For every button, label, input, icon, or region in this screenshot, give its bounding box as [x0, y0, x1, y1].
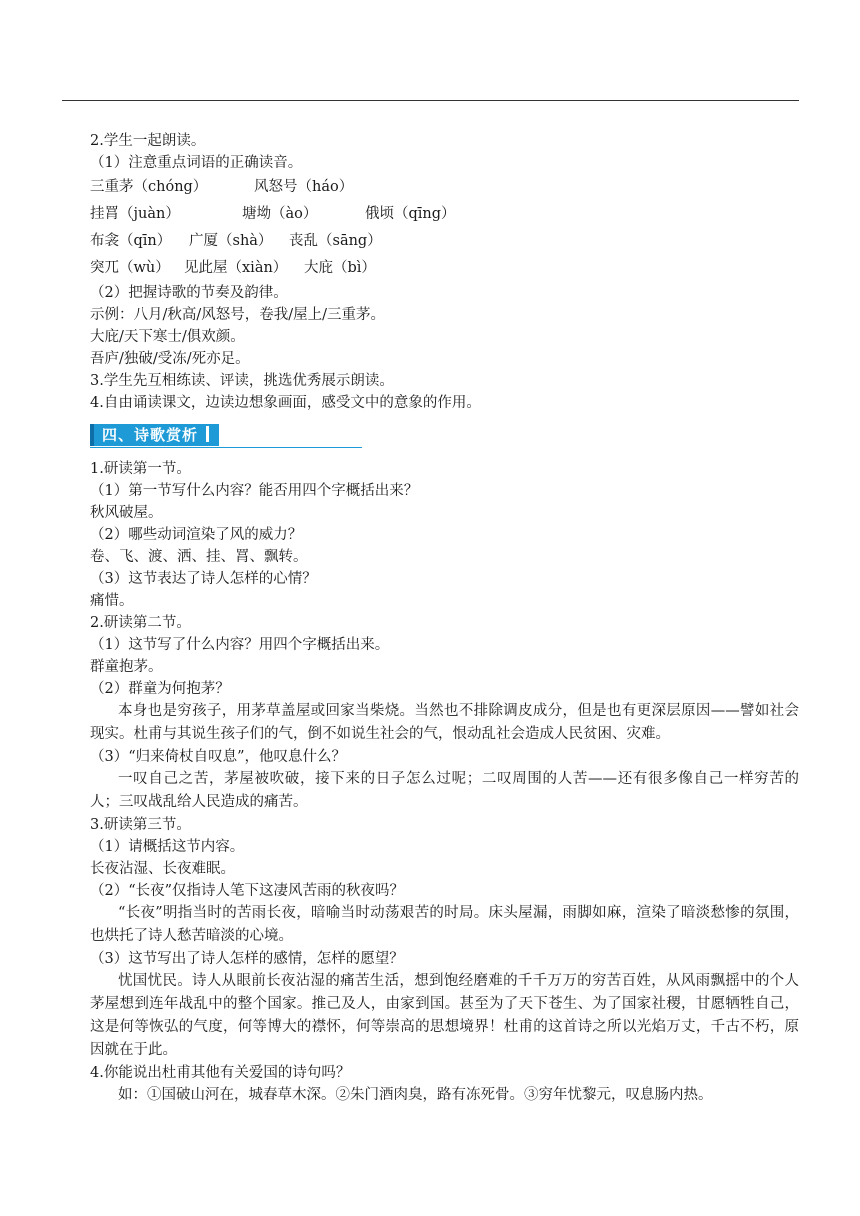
pinyin-item: 挂罥（juàn） — [90, 206, 180, 222]
answer: 秋风破屋。 — [90, 505, 163, 521]
question: （2）群童为何抱茅？ — [90, 681, 230, 697]
question: （3）“归来倚杖自叹息”，他叹息什么？ — [90, 749, 347, 765]
pinyin-item: 风怒号（háo） — [254, 179, 354, 195]
document-body — [62, 130, 799, 1107]
example-line: 大庇/天下寒士/俱欢颜。 — [90, 329, 245, 345]
pinyin-row — [62, 201, 799, 228]
header-rule — [62, 100, 799, 101]
pinyin-row — [62, 255, 799, 282]
pinyin-item: 布衾（qīn） — [90, 233, 172, 249]
pinyin-item: 俄顷（qīng） — [365, 206, 456, 222]
question: （2）哪些动词渲染了风的威力？ — [90, 527, 303, 543]
section-heading — [90, 424, 799, 448]
question: （3）这节表达了诗人怎样的心情？ — [90, 571, 317, 587]
sub-step: （2）把握诗歌的节奏及韵律。 — [90, 285, 288, 301]
answer: 卷、飞、渡、洒、挂、罥、飘转。 — [90, 549, 308, 565]
question: （3）这节写出了诗人怎样的感情，怎样的愿望？ — [90, 951, 404, 967]
section-underline — [90, 447, 362, 448]
question: （2）“长夜”仅指诗人笔下这凄风苦雨的秋夜吗？ — [90, 883, 405, 899]
step-heading: 1.研读第一节。 — [90, 461, 191, 477]
question: （1）请概括这节内容。 — [90, 839, 245, 855]
pinyin-row — [62, 228, 799, 255]
step-heading: 3.学生先互相练读、评读，挑选优秀展示朗读。 — [90, 373, 394, 389]
pinyin-item: 见此屋（xiàn） — [184, 260, 288, 276]
pinyin-item: 大庇（bì） — [304, 260, 376, 276]
pinyin-item: 丧乱（sāng） — [289, 233, 382, 249]
sub-step: （1）注意重点词语的正确读音。 — [90, 155, 303, 171]
answer: 痛惜。 — [90, 593, 134, 609]
answer: 长夜沾湿、长夜难眠。 — [90, 861, 235, 877]
pinyin-item: 广厦（shà） — [189, 233, 273, 249]
example-line: 吾庐/独破/受冻/死亦足。 — [90, 351, 250, 367]
answer-paragraph: 如：①国破山河在，城春草木深。②朱门酒肉臭，路有冻死骨。③穷年忧黎元，叹息肠内热。 — [118, 1087, 713, 1103]
step-heading: 2.学生一起朗读。 — [90, 133, 206, 149]
pinyin-item: 三重茅（chóng） — [90, 179, 208, 195]
pinyin-row — [62, 174, 799, 201]
question: （1）第一节写什么内容？能否用四个字概括出来？ — [90, 483, 419, 499]
answer: 群童抱茅。 — [90, 659, 163, 675]
pinyin-item: 塘坳（ào） — [242, 206, 318, 222]
answer-paragraph: 忧国忧民。诗人从眼前长夜沾湿的痛苦生活，想到饱经磨难的千千万万的穷苦百姓，从风雨飘摇中的个人茅屋想到连年战乱中的整个国家。推己及人，由家到国。甚至为了天下苍生、为了国家社稷，甘愿牺牲自己，这是何等恢弘的气度，何等博大的襟怀，何等崇高的思想境界！杜甫的这首诗之所以光焰万丈，千古不朽，原因就在于此。 — [90, 973, 799, 1058]
step-heading: 2.研读第二节。 — [90, 615, 191, 631]
step-heading: 4.自由诵读课文，边读边想象画面，感受文中的意象的作用。 — [90, 395, 481, 411]
answer-paragraph: 本身也是穷孩子，用茅草盖屋或回家当柴烧。当然也不排除调皮成分，但是也有更深层原因——譬如社会现实。杜甫与其说生孩子们的气，倒不如说生社会的气，恨动乱社会造成人民贫困、灾难。 — [90, 703, 799, 742]
pinyin-item: 突兀（wù） — [90, 260, 170, 276]
answer-paragraph: 一叹自己之苦，茅屋被吹破，接下来的日子怎么过呢；二叹周围的人苦——还有很多像自己一样穷苦的人；三叹战乱给人民造成的痛苦。 — [90, 771, 799, 810]
step-heading: 4.你能说出杜甫其他有关爱国的诗句吗？ — [90, 1065, 351, 1081]
example-line: 示例：八月/秋高/风怒号，卷我/屋上/三重茅。 — [90, 307, 386, 323]
question: （1）这节写了什么内容？用四个字概括出来。 — [90, 637, 390, 653]
answer-paragraph: “长夜”明指当时的苦雨长夜，暗喻当时动荡艰苦的时局。床头屋漏，雨脚如麻，渲染了暗淡愁惨的氛围，也烘托了诗人愁苦暗淡的心境。 — [90, 905, 799, 944]
section-title: 四、诗歌赏析 — [90, 424, 219, 446]
step-heading: 3.研读第三节。 — [90, 817, 191, 833]
